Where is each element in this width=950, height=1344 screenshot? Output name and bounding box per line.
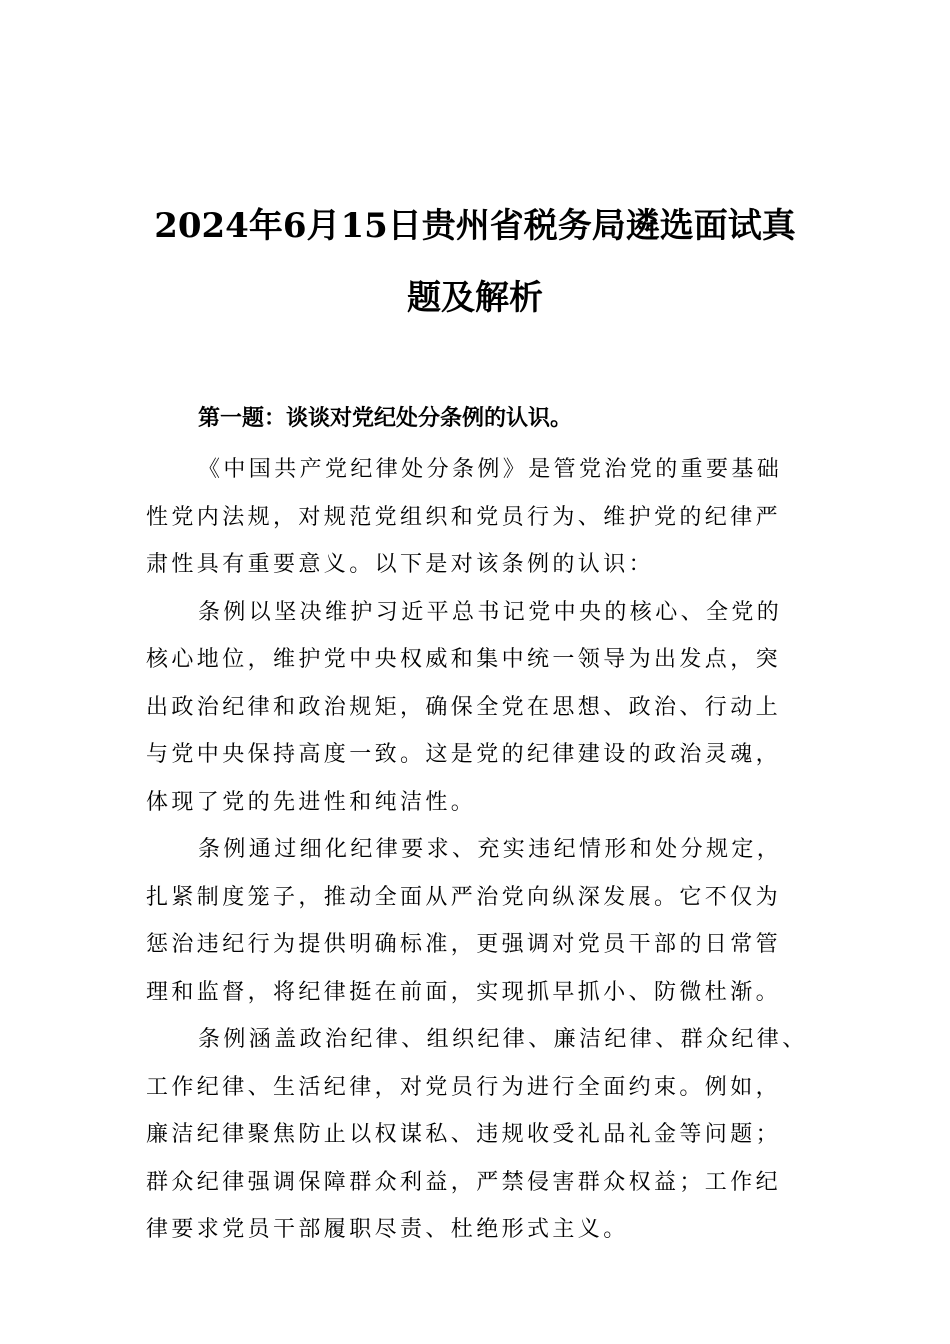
paragraph-line: 体现了党的先进性和纯洁性。 — [146, 789, 477, 815]
title-line-1: 2024年6月15日贵州省税务局遴选面试真 — [154, 206, 796, 246]
paragraph-line: 与党中央保持高度一致。这是党的纪律建设的政治灵魂， — [146, 742, 782, 767]
paragraph-line: 条例涵盖政治纪律、组织纪律、廉洁纪律、群众纪律、 — [198, 1027, 808, 1052]
paragraph-line: 廉洁纪律聚焦防止以权谋私、违规收受礼品礼金等问题； — [146, 1122, 782, 1147]
paragraph-line: 出政治纪律和政治规矩，确保全党在思想、政治、行动上 — [146, 694, 782, 720]
paragraph-line: 惩治违纪行为提供明确标准，更强调对党员干部的日常管 — [146, 932, 782, 957]
paragraph-1 — [146, 446, 806, 589]
paragraph-line: 律要求党员干部履职尽责、杜绝形式主义。 — [146, 1217, 629, 1242]
paragraph-line: 条例通过细化纪律要求、充实违纪情形和处分规定， — [198, 837, 783, 862]
paragraph-line: 群众纪律强调保障群众利益，严禁侵害群众权益；工作纪 — [146, 1169, 782, 1195]
document-body — [146, 392, 806, 1254]
paragraph-line: 《中国共产党纪律处分条例》是管党治党的重要基础 — [198, 457, 783, 482]
question-heading: 第一题：谈谈对党纪处分条例的认识。 — [198, 406, 573, 431]
document-title — [140, 190, 810, 334]
paragraph-line: 条例以坚决维护习近平总书记党中央的核心、全党的 — [198, 599, 783, 625]
paragraph-line: 核心地位，维护党中央权威和集中统一领导为出发点，突 — [146, 647, 782, 672]
paragraph-line: 肃性具有重要意义。以下是对该条例的认识： — [146, 552, 655, 577]
paragraph-line: 理和监督，将纪律挺在前面，实现抓早抓小、防微杜渐。 — [146, 979, 782, 1005]
paragraph-4 — [146, 1016, 806, 1254]
paragraph-line: 扎紧制度笼子，推动全面从严治党向纵深发展。它不仅为 — [146, 884, 782, 910]
paragraph-line: 性党内法规，对规范党组织和党员行为、维护党的纪律严 — [146, 504, 782, 530]
title-line-2: 题及解析 — [407, 278, 543, 318]
paragraph-line: 工作纪律、生活纪律，对党员行为进行全面约束。例如， — [146, 1074, 782, 1100]
paragraph-3 — [146, 826, 806, 1016]
paragraph-2 — [146, 589, 806, 827]
